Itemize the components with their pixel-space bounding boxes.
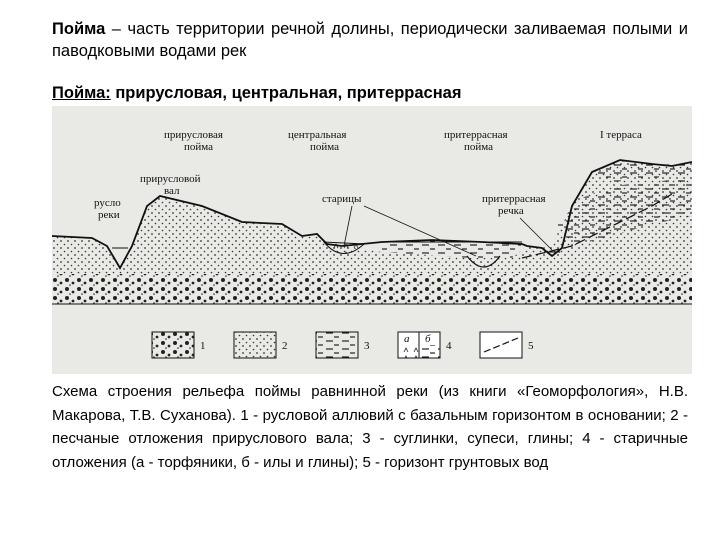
diagram-svg	[52, 106, 692, 374]
label-prirusl-2: пойма	[184, 141, 214, 153]
label-ruslo-2: реки	[98, 209, 120, 221]
legend-num-5: 5	[528, 340, 534, 352]
definition-term: Пойма	[52, 20, 106, 38]
floodplain-types	[52, 84, 692, 103]
types-list: прирусловая, центральная, притеррасная	[110, 84, 462, 102]
label-priterr-1: притеррасная	[444, 129, 508, 141]
label-val-1: прирусловой	[140, 173, 201, 185]
label-ruslo-1: русло	[94, 197, 121, 209]
legend-num-1: 1	[200, 340, 206, 352]
legend-4b: б	[425, 333, 431, 345]
label-priterr-2: пойма	[464, 141, 494, 153]
label-prirusl-1: прирусловая	[164, 129, 223, 141]
label-staritsy: старицы	[322, 193, 362, 205]
label-central-2: пойма	[310, 141, 340, 153]
floodplain-diagram	[52, 106, 692, 374]
definition-text: – часть территории речной долины, периодически заливаемая полыми и паводковыми водами рек	[52, 20, 688, 60]
legend-num-4: 4	[446, 340, 452, 352]
label-terrace: I терраса	[600, 129, 642, 141]
label-rechka-1: притеррасная	[482, 193, 546, 205]
legend-4a: а	[404, 333, 410, 345]
label-rechka-2: речка	[498, 205, 524, 217]
legend-num-3: 3	[364, 340, 370, 352]
definition-paragraph	[52, 18, 688, 62]
label-central-1: центральная	[288, 129, 347, 141]
types-term: Пойма:	[52, 84, 111, 102]
legend-num-2: 2	[282, 340, 288, 352]
figure-caption: Схема строения рельефа поймы равнинной реки (из книги «Геоморфология», Н.В. Макарова, Т.В. Суханова). 1 - русловой аллювий с базальным горизонтом в основании; 2 - песчаные отложения прируслового вала; 3 - суглинки, супеси, глины; 4 - старичные отложения (а - торфяники, б - илы и глины); 5 - горизонт грунтовых вод	[52, 383, 688, 471]
label-val-2: вал	[164, 185, 180, 197]
